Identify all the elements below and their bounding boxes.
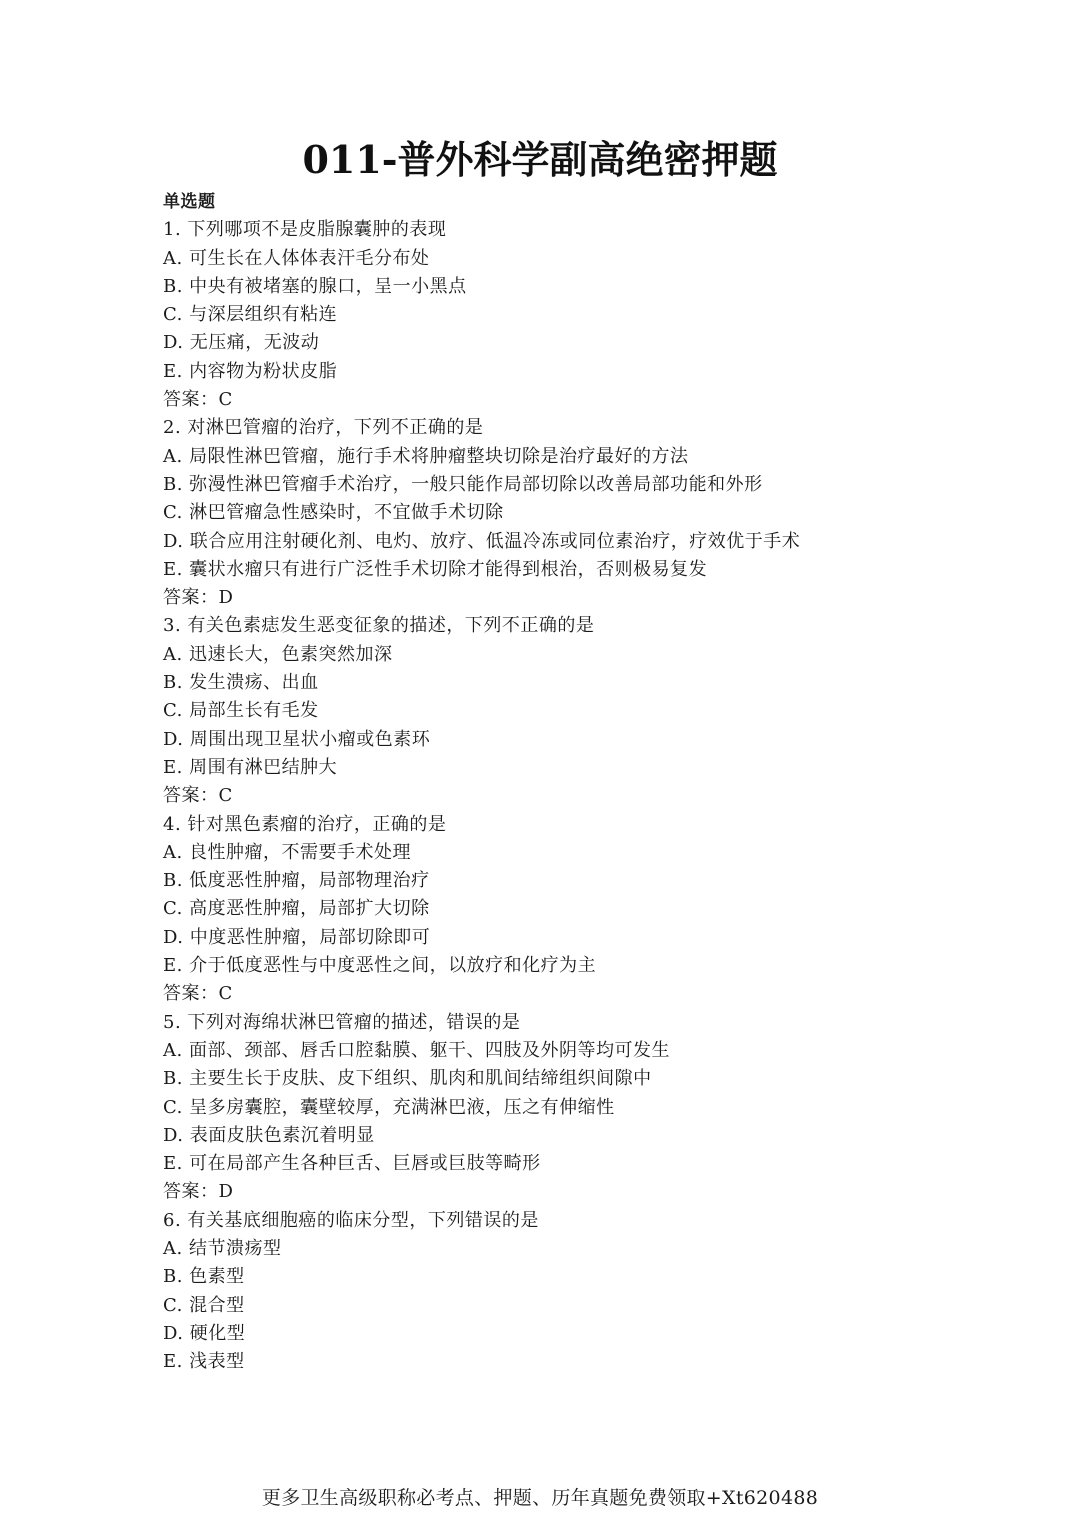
option-b: B. 低度恶性肿瘤，局部物理治疗 [163, 870, 430, 892]
section-heading: 单选题 [163, 192, 216, 212]
option-b: B. 中央有被堵塞的腺口，呈一小黑点 [163, 275, 467, 297]
question-stem: 4. 针对黑色素瘤的治疗，正确的是 [163, 813, 447, 835]
option-e: E. 浅表型 [163, 1351, 245, 1373]
option-a: A. 局限性淋巴管瘤，施行手术将肿瘤整块切除是治疗最好的方法 [163, 445, 689, 467]
answer: 答案：C [163, 389, 233, 411]
answer: 答案：C [163, 785, 233, 807]
option-d: D. 联合应用注射硬化剂、电灼、放疗、低温冷冻或同位素治疗，疗效优于手术 [163, 530, 801, 552]
option-c: C. 局部生长有毛发 [163, 700, 319, 722]
option-e: E. 周围有淋巴结肿大 [163, 756, 338, 778]
question-stem: 3. 有关色素痣发生恶变征象的描述，下列不正确的是 [163, 615, 595, 637]
option-b: B. 主要生长于皮肤、皮下组织、肌肉和肌间结缔组织间隙中 [163, 1068, 652, 1090]
question-stem: 1. 下列哪项不是皮脂腺囊肿的表现 [163, 219, 447, 241]
question-1 [163, 216, 1023, 414]
option-a: A. 良性肿瘤，不需要手术处理 [163, 841, 411, 863]
answer: 答案：C [163, 983, 233, 1005]
page-title: 011-普外科学副高绝密押题 [302, 137, 778, 182]
question-2 [163, 414, 1023, 612]
option-d: D. 硬化型 [163, 1322, 246, 1344]
answer: 答案：D [163, 587, 234, 609]
question-stem: 6. 有关基底细胞癌的临床分型，下列错误的是 [163, 1209, 539, 1231]
question-6 [163, 1207, 1023, 1377]
option-b: B. 色素型 [163, 1266, 245, 1288]
option-b: B. 发生溃疡、出血 [163, 672, 319, 694]
option-d: D. 无压痛，无波动 [163, 332, 320, 354]
option-a: A. 可生长在人体体表汗毛分布处 [163, 247, 430, 269]
option-c: C. 高度恶性肿瘤，局部扩大切除 [163, 898, 430, 920]
option-e: E. 囊状水瘤只有进行广泛性手术切除才能得到根治，否则极易复发 [163, 558, 708, 580]
option-c: C. 混合型 [163, 1294, 245, 1316]
question-4 [163, 811, 1023, 1009]
option-e: E. 可在局部产生各种巨舌、巨唇或巨肢等畸形 [163, 1153, 541, 1175]
footer-note: 更多卫生高级职称必考点、押题、历年真题免费领取+Xt620488 [261, 1487, 819, 1509]
question-stem: 5. 下列对海绵状淋巴管瘤的描述，错误的是 [163, 1011, 521, 1033]
option-c: C. 呈多房囊腔，囊壁较厚，充满淋巴液，压之有伸缩性 [163, 1096, 615, 1118]
option-a: A. 面部、颈部、唇舌口腔黏膜、躯干、四肢及外阴等均可发生 [163, 1039, 670, 1061]
option-e: E. 介于低度恶性与中度恶性之间，以放疗和化疗为主 [163, 955, 597, 977]
question-stem: 2. 对淋巴管瘤的治疗，下列不正确的是 [163, 417, 484, 439]
option-d: D. 表面皮肤色素沉着明显 [163, 1124, 375, 1146]
option-e: E. 内容物为粉状皮脂 [163, 360, 338, 382]
option-d: D. 周围出现卫星状小瘤或色素环 [163, 728, 431, 750]
option-a: A. 迅速长大，色素突然加深 [163, 643, 393, 665]
option-c: C. 淋巴管瘤急性感染时，不宜做手术切除 [163, 502, 504, 524]
option-b: B. 弥漫性淋巴管瘤手术治疗，一般只能作局部切除以改善局部功能和外形 [163, 473, 763, 495]
question-5 [163, 1009, 1023, 1207]
option-d: D. 中度恶性肿瘤，局部切除即可 [163, 926, 431, 948]
question-3 [163, 612, 1023, 810]
answer: 答案：D [163, 1181, 234, 1203]
question-list [163, 188, 1023, 1376]
option-a: A. 结节溃疡型 [163, 1237, 282, 1259]
option-c: C. 与深层组织有粘连 [163, 304, 338, 326]
